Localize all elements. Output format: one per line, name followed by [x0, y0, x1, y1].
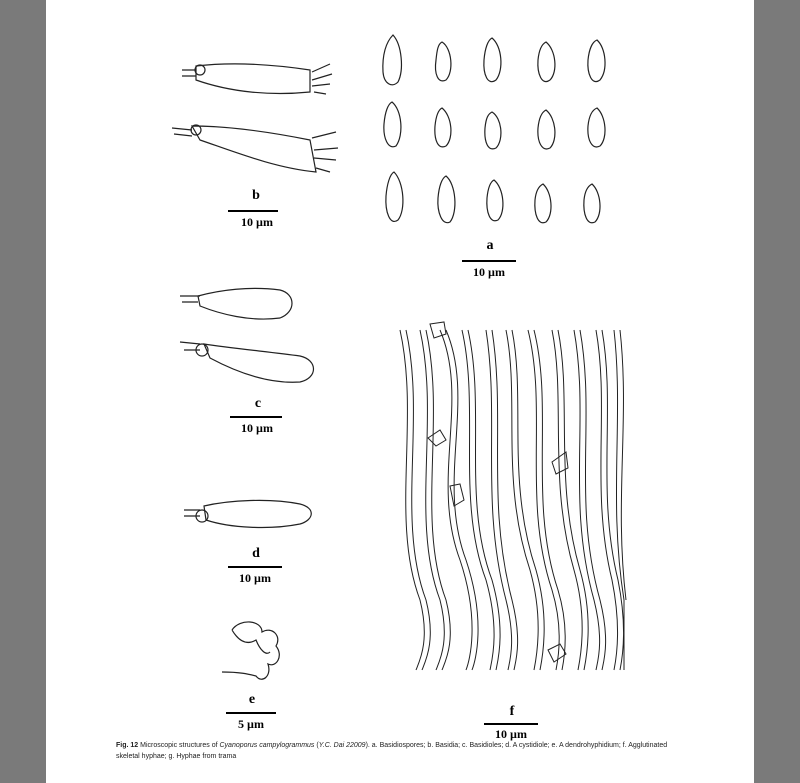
- scale-bar-a: [462, 260, 516, 262]
- scale-bar-f: [484, 723, 538, 725]
- panel-label-b: b: [252, 188, 260, 203]
- basidia-drawing: [172, 64, 338, 172]
- caption-text-end: ). a. Basidiospores; b. Basidia; c. Basidioles; d. A cystidiole; e. A dendrohyphidium; f. Agglutinated skeletal hyphae; g. Hyphae from trama: [116, 742, 668, 760]
- scale-bar-c: [230, 416, 282, 418]
- scale-text-d: 10 µm: [239, 571, 271, 585]
- panel-label-f: f: [509, 704, 515, 719]
- caption-specimen: Y.C. Dai 22009: [318, 742, 366, 749]
- figure-caption: [116, 740, 676, 762]
- panel-label-c: c: [254, 396, 262, 411]
- panel-label-a: a: [486, 238, 494, 253]
- scale-bar-d: [228, 566, 282, 568]
- scale-bar-e: [226, 712, 276, 714]
- scale-text-f: 10 µm: [495, 727, 527, 741]
- caption-text-mid: (: [314, 742, 319, 749]
- skeletal-hyphae-drawing: [400, 322, 626, 670]
- scale-bar-b: [228, 210, 278, 212]
- scale-text-c: 10 µm: [241, 421, 273, 435]
- caption-text-start: Microscopic structures of: [138, 742, 220, 749]
- scale-text-a: 10 µm: [473, 265, 505, 279]
- panel-label-e: e: [248, 692, 256, 707]
- cystidiole-drawing: [184, 500, 311, 527]
- caption-species: Cyanoporus campylogrammus: [219, 742, 315, 749]
- dendrohyphidium-drawing: [222, 622, 279, 679]
- scale-text-b: 10 µm: [241, 215, 273, 229]
- basidiospores-drawing: [383, 35, 605, 223]
- basidioles-drawing: [180, 288, 314, 382]
- panel-label-d: d: [252, 546, 260, 561]
- figure-number: Fig. 12: [116, 742, 139, 749]
- scale-text-e: 5 µm: [238, 717, 264, 731]
